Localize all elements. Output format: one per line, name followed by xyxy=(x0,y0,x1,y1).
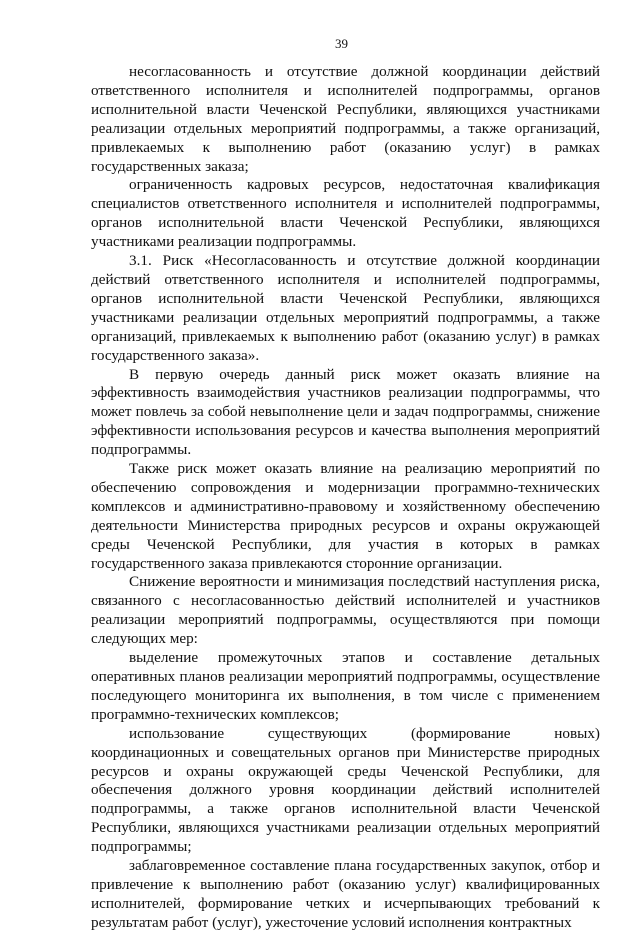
paragraph-also-impact: Также риск может оказать влияние на реализацию мероприятий по обеспечению сопровождения и модернизации программно-технических комплексов и административно-правовому и хозяйственному обеспечению деятельности Министерства природных ресурсов и охраны окружающей среды Чеченской Республики, для участия в которых в рамках государственного заказа привлекаются сторонние организации. xyxy=(91,460,600,572)
paragraph-mitigation-intro: Снижение вероятности и минимизация последствий наступления риска, связанного с несогласованностью действий исполнителей и участников реализации мероприятий подпрограммы, осуществляются при помощи следующих мер: xyxy=(91,573,600,648)
paragraph-limited-staff: ограниченность кадровых ресурсов, недостаточная квалификация специалистов ответственного исполнителя и исполнителей подпрограммы, органов исполнительной власти Чеченской Республики, являющихся участниками реализации подпрограммы. xyxy=(91,176,600,251)
paragraph-measure-procurement: заблаговременное составление плана государственных закупок, отбор и привлечение к выполнению работ (оказанию услуг) квалифицированных исполнителей, формирование четких и исчерпывающих требований к результатам работ (услуг), ужесточение условий исполнения контрактных xyxy=(91,857,600,931)
paragraph-measure-coordination: использование существующих (формирование новых) координационных и совещательных органов при Министерстве природных ресурсов и охраны окружающей среды Чеченской Республики, для обеспечения должного уровня координации действий исполнителей подпрограммы, а также органов исполнительной власти Чеченской Республики, являющихся участниками реализации отдельных мероприятий подпрограммы; xyxy=(91,724,600,856)
paragraph-risk-3-1: 3.1. Риск «Несогласованность и отсутствие должной координации действий ответственного исполнителя и исполнителей подпрограммы, органов исполнительной власти Чеченской Республики, являющихся участниками реализации отдельных мероприятий подпрограммы, а также организаций, привлекаемых к выполнению работ (оказанию услуг) в рамках государственного заказа». xyxy=(91,252,600,364)
body-text xyxy=(91,63,600,933)
paragraph-measure-stages: выделение промежуточных этапов и составление детальных оперативных планов реализации мероприятий подпрограммы, осуществление последующего мониторинга их выполнения, в том числе с применением программно-технических комплексов; xyxy=(91,649,600,723)
paragraph-first-impact: В первую очередь данный риск может оказать влияние на эффективность взаимодействия участников реализации подпрограммы, что может повлечь за собой невыполнение цели и задач подпрограммы, снижение эффективности использования ресурсов и качества выполнения мероприятий подпрограммы. xyxy=(91,365,600,459)
page-number: 39 xyxy=(335,36,348,51)
paragraph-risk-inconsistency: несогласованность и отсутствие должной координации действий ответственного исполнителя и исполнителей подпрограммы, органов исполнительной власти Чеченской Республики, являющихся участниками реализации отдельных мероприятий подпрограммы, а также организаций, привлекаемых к выполнению работ (оказанию услуг) в рамках государственных заказа; xyxy=(91,63,600,175)
